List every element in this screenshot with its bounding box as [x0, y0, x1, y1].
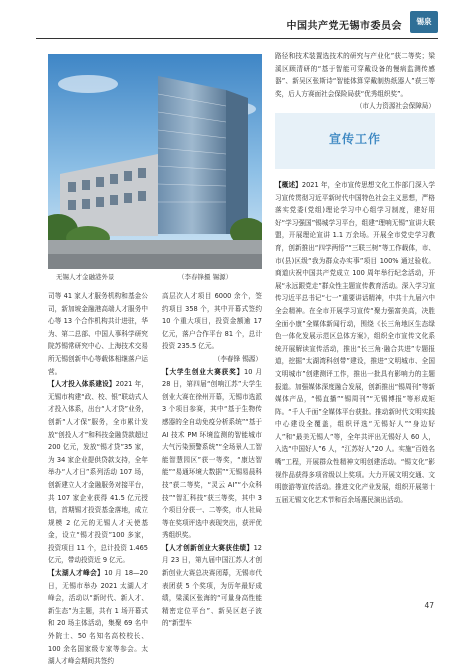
- overview-tag: 【概述】: [275, 181, 302, 189]
- innovation-contest-paragraph: [162, 542, 262, 630]
- building-photo: [48, 54, 262, 269]
- continuation-paragraph: [275, 50, 435, 113]
- taihu-summit-text: 10 月 18—20 日，无锡市举办 2021 太湖人才峰会，活动以“新时代、新人才、新生态”为主题，共有 1 场开幕式和 20 场主体活动，集聚 69 名中外院士、50 名知名高校校长、100 余名国家级专家等参会。太湖人才峰会期间共签约: [48, 569, 149, 666]
- overview-paragraph: [275, 179, 435, 506]
- talent-investment-paragraph: [48, 378, 148, 567]
- yearbook-logo: 锡泉: [410, 11, 438, 33]
- page-header-title: 中国共产党无锡市委员会: [286, 21, 402, 32]
- left-column-2: [162, 290, 262, 630]
- talent-investment-text: 2021 年，无锡市构建“政、校、银”联动式人才投入体系，出台“人才贷”业务，创新“人才保”服务，全市累计发放“创投人才”和科技金融贷款超过 200 亿元，发放“锡才贷”35 家，为 34 家企业提供贷款支持，全年举办“人才日”系列活动 107 场，创新建立人才金融服务对接平台，共 107 家企业获得 41.5 亿元授信，首期锡才投资基金落地，成立规模 2 亿元的无锡人才天使基金，设立“锡才投资”100 多家，投资项目 11 个，总计投资 1.465 亿元，带动投资近 9 亿元。: [48, 380, 148, 565]
- innovation-contest-text: 12 月 23 日，第九届中国江苏人才创新创业大赛总决赛闭幕，无锡市代表团获 5 个奖项，为历年最好成绩，梁溪区张海的“可量身高性能精密定位平台”、新吴区赵子波的“新型车: [162, 543, 262, 628]
- taihu-summit-paragraph: [48, 567, 148, 668]
- innovation-contest-tag: 【人才创新创业大赛获佳绩】: [162, 543, 254, 552]
- header-divider: [36, 38, 438, 39]
- student-contest-text: 10 月 28 日，第四届“创响江苏”大学生创业大赛在徐州开幕，无锡市选派 3 个项目参赛，其中“基于生物传感器的全自动免疫分析系统”“基于 AI 技术 PM 环境监测的智能城市大气污染预警系统”“全场景人工智能智慧园区”获一等奖，“康达智能”“易通环境大数据”“无锡易晨科技”获二等奖，“灵云 AI”“小众科技”“智汇科技”获三等奖，其中 3 个项目分获一、二等奖，市人社局等在奖项评选中表现突出，获评优秀组织奖。: [162, 367, 262, 540]
- overview-column: [275, 179, 435, 506]
- col2-intro: 高层次人才项目 6000 余个，签约项目 358 个，其中开幕式签约 10 个重大项目，投资金额逾 17 亿元，落户合作平台 81 个，总计投资 235.5 亿元。: [162, 292, 262, 351]
- col2-source: （李春锋 锡源）: [213, 354, 262, 363]
- photo-caption-credit: （李春锋摄 锡源）: [178, 273, 233, 281]
- left-column-1: [48, 290, 148, 668]
- col1-intro: 司等 41 家人才服务机构和基金公司，新加坡金融港高端人才服务中心等 13 个合作机构共计进驻，华为、第二总部、中国人事科学研究院苏锡常研究中心、上海技术交易所无锡创新中心等载体相继落户运营。: [48, 292, 148, 376]
- taihu-summit-tag: 【太湖人才峰会】: [48, 569, 105, 578]
- overview-text: 2021 年，全市宣传思想文化工作部门深入学习宣传贯彻习近平新时代中国特色社会主义思想，严格落实党委(党组)理论学习中心组学习制度，建好用好“学习强国”锡城学习平台，组建“理响无锡”宣讲大联盟，开展理论宣讲 1.1 万余场。开展全市党史学习教育，创新推出“四学两悟”“三联三树”等工作载体，市、市(县)区级“我为群众办实事”项目 100% 通过验收。商道庆祝中国共产党成立 100 周年举行纪念活动，开展“永远跟党走”群众性主题宣传教育活动。深入学习宣传习近平总书记“七一”重要讲话精神，中共十九届六中全会精神。在全市开展学习宣传“聚力强富美高，决胜全面小康”全媒体新闻行动，围绕《长三角地区生态绿色一体化发展示范区总体方案》，组织全市宣传文化系统开展解读宣传活动，推出“长三角·融合共进”专题报道，挖掘“太湖湾科创带”建设，推进“文明城市、全国文明城市”创建测评工作，推出一批具有影响力的主题报道。加强媒体深度融合发展，创新推出“锡周刊”等新媒体产品，“锡直播”“锡周刊”“无锡博报”等形成矩阵。“千人千面”全媒体平台获批。推动新时代文明实践中心建设全覆盖，组织评选“无锡好人”“身边好人”和“最美无锡人”等，全年共评出无锡好人 60 人，入选“中国好人”6 人，“江苏好人”20 人。实施“百姓名嘴”工程，开展群众性精神文明创建活动。“锡文化”影视作品获得多项省级以上奖项。大力开展文明交通、文明旅游等宣传活动。推进文化产业发展，组织开展第十五届无锡文化艺术节和百余场惠民演出活动。: [275, 181, 435, 504]
- talent-investment-tag: 【人才投入体系建设】: [48, 380, 116, 389]
- student-contest-tag: 【大学生创业大赛获奖】: [162, 367, 245, 376]
- student-contest-paragraph: [162, 366, 262, 542]
- continuation-text: 路径和技术装置选技术的研究与产业化”获二等奖；梁溪区顾清研的“基于智能可穿戴设备的慢病监测传感器”、新吴区张斯诗“智能体算穿戴制热纸器人”获三等奖，后人方赛面社会保险局获“优秀组织奖”。: [275, 52, 435, 98]
- photo-caption-title: 无锡人才金融港外景: [56, 273, 115, 281]
- continuation-source: （市人力资源社会保障局）: [355, 102, 435, 111]
- section-heading-box: [275, 113, 435, 169]
- page-number: 47: [424, 601, 434, 610]
- section-title: 宣传工作: [328, 132, 381, 146]
